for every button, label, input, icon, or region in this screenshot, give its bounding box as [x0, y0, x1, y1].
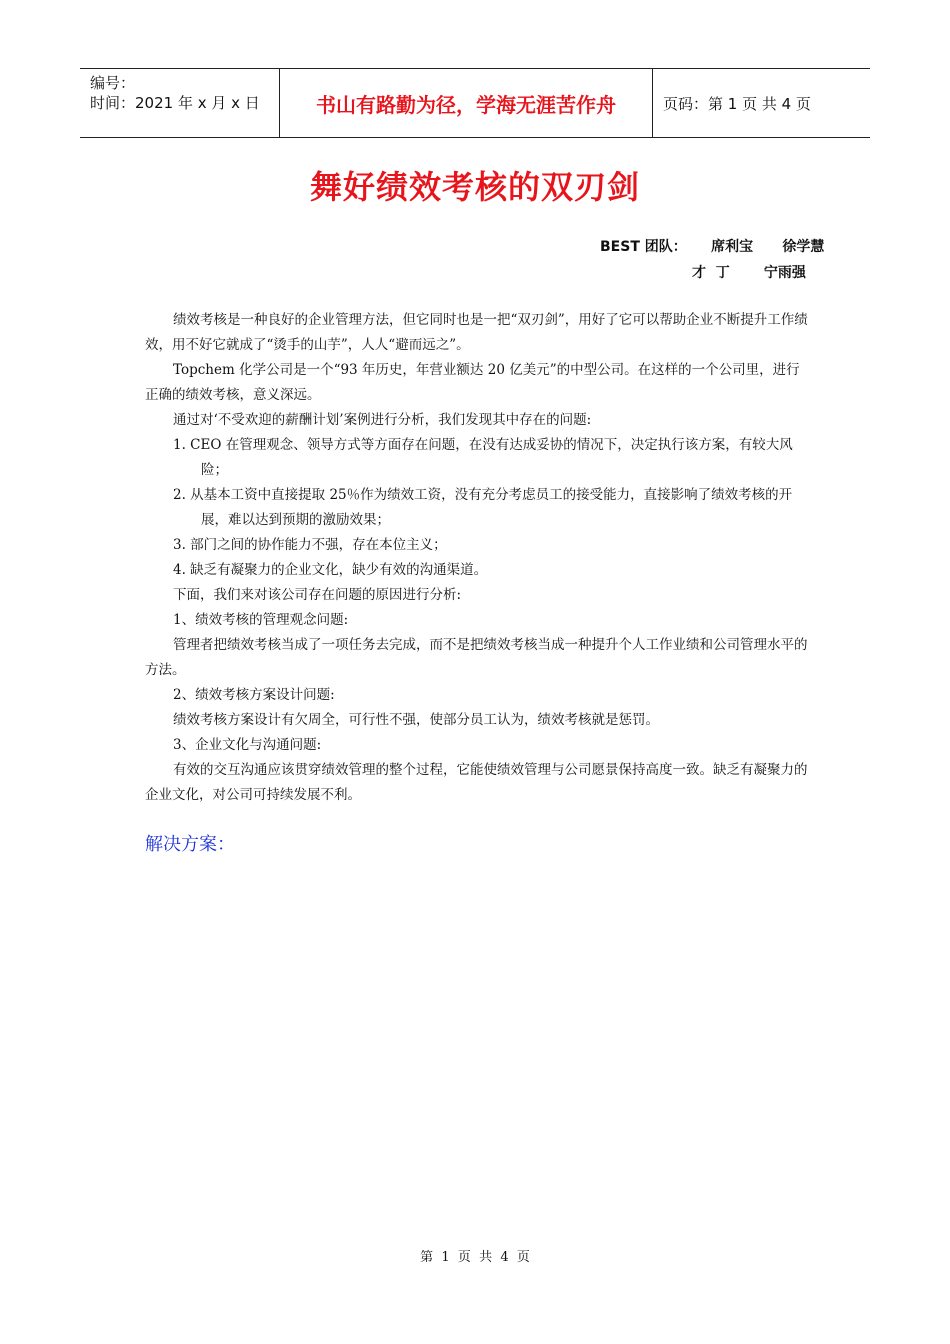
paragraph-case-analysis: 通过对‘不受欢迎的薪酬计划’案例进行分析，我们发现其中存在的问题:: [173, 412, 592, 428]
analysis-intro: 下面，我们来对该公司存在问题的原因进行分析:: [173, 587, 462, 603]
team-members-line-1: BEST 团队： 席利宝 徐学慧: [600, 239, 825, 255]
document-title: 舞好绩效考核的双刃剑: [309, 168, 640, 206]
document-date: 时间：2021 年 x 月 x 日: [90, 94, 260, 112]
paragraph-company: Topchem 化学公司是一个“93 年历史，年营业额达 20 亿美元”的中型公司。在这样的一个公司里，进行正确的绩效考核，意义深远。: [145, 362, 800, 403]
document-body: [145, 308, 810, 808]
issue-item-1: 1. CEO 在管理观念、领导方式等方面存在问题，在没有达成妥协的情况下，决定执行该方案，有较大风险；: [173, 437, 793, 478]
document-number-label: 编号：: [90, 74, 136, 92]
header-motto: 书山有路勤为径，学海无涯苦作舟: [280, 69, 653, 137]
header-table: [80, 68, 870, 138]
analysis-text-1: 管理者把绩效考核当成了一项任务去完成，而不是把绩效考核当成一种提升个人工作业绩和公司管理水平的方法。: [145, 637, 808, 678]
issue-item-3: 3. 部门之间的协作能力不强，存在本位主义；: [173, 537, 447, 553]
header-meta-cell: [80, 69, 280, 137]
analysis-text-2: 绩效考核方案设计有欠周全，可行性不强，使部分员工认为，绩效考核就是惩罚。: [173, 712, 659, 728]
analysis-heading-1: 1、绩效考核的管理观念问题:: [173, 612, 349, 628]
analysis-heading-3: 3、企业文化与沟通问题:: [173, 737, 322, 753]
analysis-heading-2: 2、绩效考核方案设计问题:: [173, 687, 335, 703]
team-members-line-2: 才 丁 宁雨强: [692, 265, 806, 281]
solution-heading: 解决方案：: [145, 834, 235, 855]
issue-item-2: 2. 从基本工资中直接提取 25％作为绩效工资，没有充分考虑员工的接受能力，直接影响了绩效考核的开展，难以达到预期的激励效果；: [173, 487, 793, 528]
header-page-info: 页码：第 1 页 共 4 页: [663, 94, 811, 113]
issue-item-4: 4. 缺乏有凝聚力的企业文化，缺少有效的沟通渠道。: [173, 562, 488, 578]
paragraph-intro: 绩效考核是一种良好的企业管理方法，但它同时也是一把“双刃剑”，用好了它可以帮助企业不断提升工作绩效，用不好它就成了“烫手的山芋”，人人“避而远之”。: [145, 312, 808, 353]
page-footer: 第 1 页 共 4 页: [420, 1250, 530, 1265]
analysis-text-3: 有效的交互沟通应该贯穿绩效管理的整个过程，它能使绩效管理与公司愿景保持高度一致。缺乏有凝聚力的企业文化，对公司可持续发展不利。: [145, 762, 808, 803]
